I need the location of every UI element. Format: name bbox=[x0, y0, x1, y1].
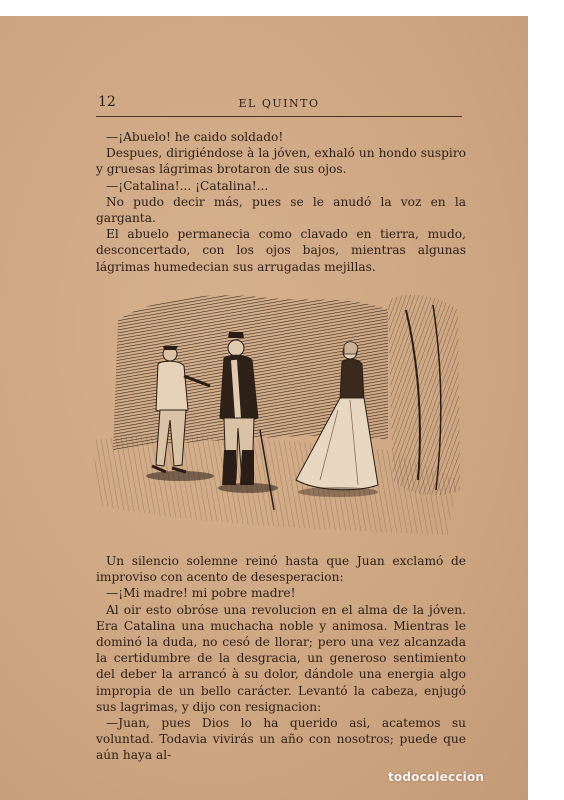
paragraph: —¡Abuelo! he caido soldado! bbox=[106, 130, 284, 144]
paragraph: —¡Catalina!... ¡Catalina!... bbox=[106, 178, 269, 193]
paragraph: —¡Mi madre! mi pobre madre! bbox=[106, 586, 296, 601]
paragraph: Un silencio solemne reinó hasta que Juan exclamó de improviso con acento de desesperacion: bbox=[96, 554, 466, 585]
watermark-logo: todocoleccion bbox=[388, 770, 485, 784]
page-header bbox=[96, 94, 462, 117]
paragraph: Al oir esto obróse una revolucion en el alma de la jóven. Era Catalina una muchacha noble y animosa. Mientras le dominó la duda, no cesó de llorar; pero una vez alcanzada la certidumbre de la desgracia, un generoso sentimiento del deber la arrancó à su dolor, dándole una energia algo impropia de un bello carácter. Levantó la cabeza, enjugó sus lagrimas, y dijo con resignacion: bbox=[96, 602, 466, 714]
paragraph: Despues, dirigiéndose à la jóven, exhaló un hondo suspiro y gruesas lágrimas brotaron de sus ojos. bbox=[96, 146, 466, 177]
paragraph: —Juan, pues Dios lo ha querido asi, acatemos su voluntad. Todavia vivirás un año con nosotros; puede que aún haya al- bbox=[96, 716, 466, 763]
paragraph: No pudo decir más, pues se le anudó la voz en la garganta. bbox=[96, 194, 466, 226]
page-number: 12 bbox=[98, 94, 116, 110]
engraving-illustration bbox=[88, 280, 464, 545]
running-title: EL QUINTO bbox=[238, 97, 320, 110]
text-block-bottom bbox=[96, 553, 466, 764]
text-block-top bbox=[96, 129, 466, 275]
paragraph: El abuelo permanecia como clavado en tierra, mudo, desconcertado, con los ojos bajos, mientras algunas lágrimas humedecian sus arrugadas mejillas. bbox=[96, 227, 466, 274]
book-page bbox=[0, 16, 528, 800]
